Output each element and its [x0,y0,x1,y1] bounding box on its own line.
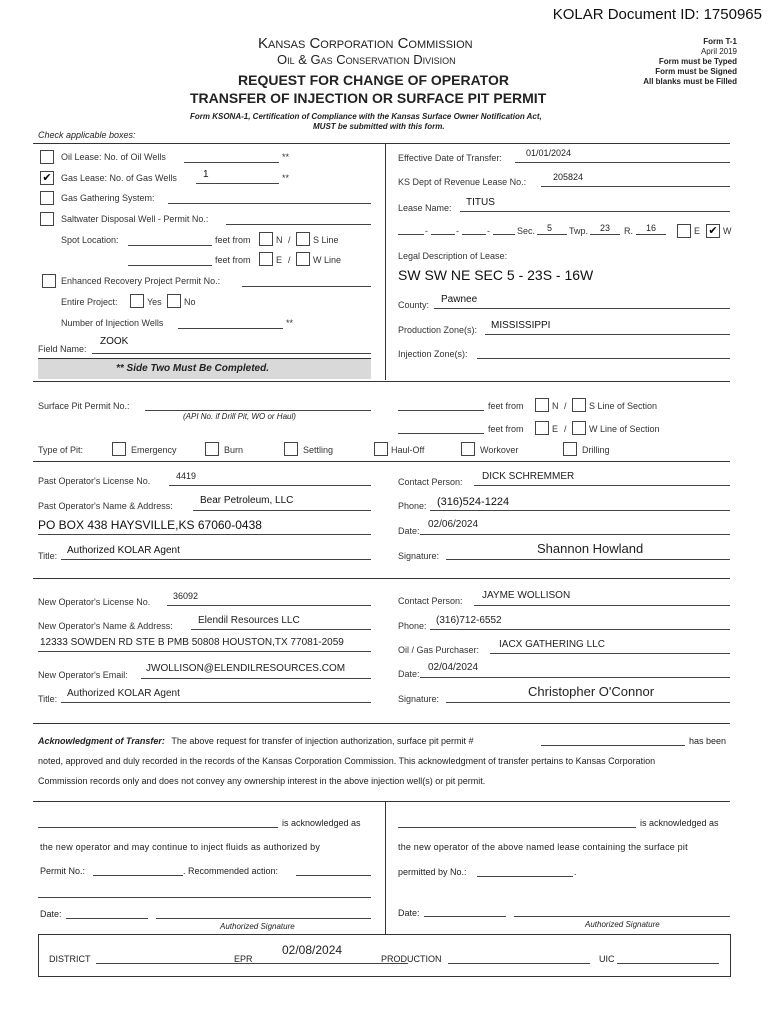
quarter-2-field[interactable] [431,234,455,235]
pit-ew-feet-field[interactable] [398,433,484,434]
spot-s-checkbox[interactable] [296,232,310,246]
new-name-field[interactable] [191,629,371,630]
past-title-value: Authorized KOLAR Agent [67,545,180,556]
ack-left-name-field[interactable] [38,827,278,828]
new-contact-value: JAYME WOLLISON [482,590,571,601]
production-zone-label: Production Zone(s): [398,325,478,335]
past-signature-value: Shannon Howland [537,541,644,556]
new-title-value: Authorized KOLAR Agent [67,688,180,699]
past-signature-label: Signature: [398,551,440,561]
past-phone-label: Phone: [398,501,427,511]
workover-checkbox[interactable] [461,442,475,456]
quarter-dash-2: - [456,226,459,236]
gas-lease-label: Gas Lease: No. of Gas Wells [61,173,177,183]
production-field[interactable] [448,963,590,964]
office-use-box [38,934,731,977]
new-license-value: 36092 [173,591,199,601]
quarter-4-field[interactable] [493,234,515,235]
new-title-field[interactable] [61,702,371,703]
field-name-value: ZOOK [100,336,129,347]
spot-location-label: Spot Location: [61,235,119,245]
ack-permit-no-field[interactable] [93,875,183,876]
ack-recommended-label: . Recommended action: [183,866,279,876]
legal-desc-value: SW SW NE SEC 5 - 23S - 16W [398,267,594,283]
ack-permitted-field[interactable] [477,876,573,877]
form-note-typed: Form must be Typed [658,57,737,66]
past-signature-field[interactable] [446,559,730,560]
pit-s-label: S Line of Section [589,401,658,411]
past-name-field[interactable] [193,510,371,511]
range-e-label: E [694,226,701,236]
eor-label: Enhanced Recovery Project Permit No.: [61,276,221,286]
eor-permit-field[interactable] [242,286,371,287]
ack-permitted-period: . [574,867,577,877]
settling-checkbox[interactable] [284,442,298,456]
ksdor-label: KS Dept of Revenue Lease No.: [398,177,527,187]
pit-n-label: N [552,401,559,411]
sec-field[interactable] [537,234,567,235]
entire-no-label: No [184,297,196,307]
production-zone-value: MISSISSIPPI [491,320,551,331]
past-phone-value: (316)524-1224 [437,496,510,508]
county-label: County: [398,300,430,310]
spot-w-checkbox[interactable] [296,252,310,266]
divider-mid-lower [385,801,386,935]
pit-feet-from-ew: feet from [488,424,524,434]
ack-line-1 [38,736,474,746]
spot-feet-from-ns: feet from [215,235,251,245]
injection-zone-label: Injection Zone(s): [398,349,468,359]
spot-ns-feet-field[interactable] [128,245,212,246]
ack-recommended-field-2[interactable] [38,897,371,898]
pit-w-label: W Line of Section [589,424,660,434]
divider-new-top [33,578,730,579]
new-email-field[interactable] [141,678,371,679]
range-label: R. [624,226,633,236]
spot-ew-feet-field[interactable] [128,265,212,266]
past-name-address-label: Past Operator's Name & Address: [38,501,173,511]
num-injection-wells-label: Number of Injection Wells [61,318,164,328]
spot-n-checkbox[interactable] [259,232,273,246]
surface-pit-field[interactable] [145,410,371,411]
emergency-label: Emergency [131,445,177,455]
ack-line-2: noted, approved and duly recorded in the records of the Kansas Corporation Commission. This acknowledgment of transfer pertains to Kansas Corporation [38,756,656,766]
new-address-field[interactable] [38,651,371,652]
past-license-field[interactable] [169,485,371,486]
pit-ns-feet-field[interactable] [398,410,484,411]
epr-label: EPR [234,954,253,964]
new-address-value: 12333 SOWDEN RD STE B PMB 50808 HOUSTON,TX 77081-2059 [40,637,344,648]
gas-wells-value: 1 [203,169,209,180]
ack-line-3: Commission records only and does not convey any ownership interest in the above injection well(s) or pit permit. [38,776,486,786]
new-email-value: JWOLLISON@ELENDILRESOURCES.COM [146,663,346,674]
pit-n-checkbox[interactable] [535,398,549,412]
range-w-checkbox[interactable]: ✔ [706,224,720,238]
ack-right-date-field[interactable] [424,916,506,917]
ack-left-date-label: Date: [40,909,62,919]
pit-s-checkbox[interactable] [572,398,586,412]
new-name-value: Elendil Resources LLC [198,615,300,626]
new-contact-label: Contact Person: [398,596,463,606]
quarter-dash-3: - [487,226,490,236]
eor-checkbox[interactable] [42,274,56,288]
entire-project-label: Entire Project: [61,297,118,307]
burn-label: Burn [224,445,244,455]
gas-gathering-checkbox[interactable] [40,191,54,205]
surface-pit-label: Surface Pit Permit No.: [38,401,130,411]
swd-permit-field[interactable] [226,224,371,225]
ack-right-name-field[interactable] [398,827,636,828]
past-name-value: Bear Petroleum, LLC [200,495,294,506]
twp-field[interactable] [590,234,620,235]
range-field[interactable] [636,234,666,235]
past-date-field[interactable] [420,534,730,535]
ack-line-1-text: The above request for transfer of injection authorization, surface pit permit # [171,736,474,746]
gas-wells-stars: ** [282,173,290,183]
form-note-signed: Form must be Signed [655,67,737,76]
oil-wells-stars: ** [282,152,290,162]
ack-left-is-ack: is acknowledged as [282,818,361,828]
field-name-field[interactable] [92,353,371,354]
divider-past-top [33,461,730,462]
past-date-value: 02/06/2024 [428,519,479,530]
lease-name-value: TITUS [466,197,495,208]
gas-wells-field[interactable] [196,183,279,184]
past-license-value: 4419 [176,471,197,481]
new-phone-value: (316)712-6552 [436,615,502,626]
spot-w-label: W Line [313,255,342,265]
spot-ew-slash: / [288,255,291,265]
new-license-field[interactable] [167,605,371,606]
ack-recommended-field[interactable] [296,875,371,876]
range-value: 16 [646,223,657,233]
sec-value: 5 [547,223,553,233]
ack-permitted-label: permitted by No.: [398,867,467,877]
ack-permit-no-label: Permit No.: [40,866,86,876]
oil-wells-field[interactable] [184,162,279,163]
drilling-checkbox[interactable] [563,442,577,456]
form-date: April 2019 [700,47,737,56]
side-two-banner [38,358,371,379]
past-phone-field[interactable] [430,510,730,511]
spot-feet-from-ew: feet from [215,255,251,265]
new-date-value: 02/04/2024 [428,662,479,673]
new-date-label: Date: [398,669,420,679]
ack-right-date-label: Date: [398,908,420,918]
entire-no-checkbox[interactable] [167,294,181,308]
pit-ns-slash: / [564,401,567,411]
ack-left-text: the new operator and may continue to inject fluids as authorized by [40,842,321,852]
ack-right-auth-sig: Authorized Signature [585,920,660,929]
new-date-field[interactable] [420,677,730,678]
past-address-field[interactable] [38,534,371,535]
new-signature-label: Signature: [398,694,440,704]
ack-has-been: has been [689,736,727,746]
gas-gathering-field[interactable] [168,203,371,204]
hauloff-checkbox[interactable] [374,442,388,456]
pit-e-checkbox[interactable] [535,421,549,435]
form-subtitle-2: MUST be submitted with this form. [313,122,445,131]
burn-checkbox[interactable] [205,442,219,456]
new-email-label: New Operator's Email: [38,670,128,680]
spot-n-label: N [276,235,283,245]
ack-left-date-field[interactable] [66,918,148,919]
workover-label: Workover [480,445,519,455]
past-contact-field[interactable] [474,485,730,486]
ack-right-is-ack: is acknowledged as [640,818,719,828]
ack-left-auth-sig: Authorized Signature [220,922,295,931]
purchaser-field[interactable] [490,653,730,654]
quarter-dash-1: - [425,226,428,236]
divider-top [33,143,730,144]
new-signature-field[interactable] [446,702,730,703]
production-label: PRODUCTION [381,954,442,964]
purchaser-value: IACX GATHERING LLC [499,639,605,650]
production-zone-field[interactable] [485,334,730,335]
divider-ack-top [33,723,730,724]
spot-e-checkbox[interactable] [259,252,273,266]
county-value: Pawnee [441,294,478,305]
uic-field[interactable] [617,963,719,964]
effective-date-value: 01/01/2024 [526,148,572,158]
pit-e-label: E [552,424,559,434]
quarter-1-field[interactable] [398,234,424,235]
ksdor-value: 205824 [553,172,584,182]
new-license-label: New Operator's License No. [38,597,151,607]
epr-value: 02/08/2024 [282,943,343,957]
past-title-field[interactable] [61,559,371,560]
quarter-3-field[interactable] [462,234,486,235]
form-title-1: REQUEST FOR CHANGE OF OPERATOR [238,72,509,88]
past-date-label: Date: [398,526,420,536]
spot-s-label: S Line [313,235,339,245]
twp-label: Twp. [569,226,589,236]
pit-type-label: Type of Pit: [38,445,84,455]
past-title-label: Title: [38,551,58,561]
pit-w-checkbox[interactable] [572,421,586,435]
side-two-text: ** Side Two Must Be Completed. [116,363,269,374]
divider-ack-bottom [33,801,730,802]
effective-date-label: Effective Date of Transfer: [398,153,502,163]
county-field[interactable] [434,308,730,309]
new-phone-field[interactable] [430,629,730,630]
ack-heading: Acknowledgment of Transfer: [38,736,165,746]
division-name: Oil & Gas Conservation Division [277,52,456,67]
injection-zone-field[interactable] [477,358,730,359]
lease-name-field[interactable] [460,211,730,212]
field-name-label: Field Name: [38,344,87,354]
past-contact-label: Contact Person: [398,477,463,487]
gas-lease-checkbox[interactable]: ✔ [40,171,54,185]
divider-mid-upper [385,143,386,380]
divider-pit-top [33,381,730,382]
settling-label: Settling [303,445,334,455]
new-contact-field[interactable] [474,605,730,606]
spot-ns-slash: / [288,235,291,245]
form-number: Form T-1 [703,37,737,46]
twp-value: 23 [600,223,611,233]
form-note-filled: All blanks must be Filled [643,77,737,86]
swd-label: Saltwater Disposal Well - Permit No.: [61,214,209,224]
api-note: (API No. if Drill Pit, WO or Haul) [183,412,296,421]
oil-lease-checkbox[interactable] [40,150,54,164]
new-signature-value: Christopher O'Connor [528,684,655,699]
range-e-checkbox[interactable] [677,224,691,238]
past-license-label: Past Operator's License No. [38,476,151,486]
gas-gathering-label: Gas Gathering System: [61,193,155,203]
drilling-label: Drilling [582,445,610,455]
past-contact-value: DICK SCHREMMER [482,471,575,482]
ack-pit-permit-field[interactable] [541,745,685,746]
purchaser-label: Oil / Gas Purchaser: [398,645,480,655]
num-injection-wells-field[interactable] [178,328,283,329]
entire-yes-checkbox[interactable] [130,294,144,308]
sec-label: Sec. [517,226,536,236]
num-injection-stars: ** [286,318,294,328]
new-name-address-label: New Operator's Name & Address: [38,621,173,631]
check-boxes-label: Check applicable boxes: [38,130,136,140]
document-id: KOLAR Document ID: 1750965 [552,6,762,23]
ksdor-field[interactable] [541,186,730,187]
form-title-2: TRANSFER OF INJECTION OR SURFACE PIT PERMIT [190,90,547,106]
ack-left-sig-field[interactable] [156,918,371,919]
pit-feet-from-ns: feet from [488,401,524,411]
lease-name-label: Lease Name: [398,203,452,213]
entire-yes-label: Yes [147,297,162,307]
agency-name: Kansas Corporation Commission [258,35,473,52]
form-subtitle-1: Form KSONA-1, Certification of Compliance with the Kansas Surface Owner Notification Act, [190,112,542,121]
range-w-label: W [723,226,732,236]
oil-lease-label: Oil Lease: No. of Oil Wells [61,152,166,162]
effective-date-field[interactable] [515,162,730,163]
emergency-checkbox[interactable] [112,442,126,456]
past-address-value: PO BOX 438 HAYSVILLE,KS 67060-0438 [38,518,262,532]
hauloff-label: Haul-Off [391,445,425,455]
ack-right-text: the new operator of the above named lease containing the surface pit [398,842,688,852]
uic-label: UIC [599,954,615,964]
new-title-label: Title: [38,694,58,704]
legal-desc-label: Legal Description of Lease: [398,251,508,261]
district-label: DISTRICT [49,954,91,964]
swd-checkbox[interactable] [40,212,54,226]
spot-e-label: E [276,255,283,265]
new-phone-label: Phone: [398,621,427,631]
pit-ew-slash: / [564,424,567,434]
ack-right-sig-field[interactable] [514,916,730,917]
